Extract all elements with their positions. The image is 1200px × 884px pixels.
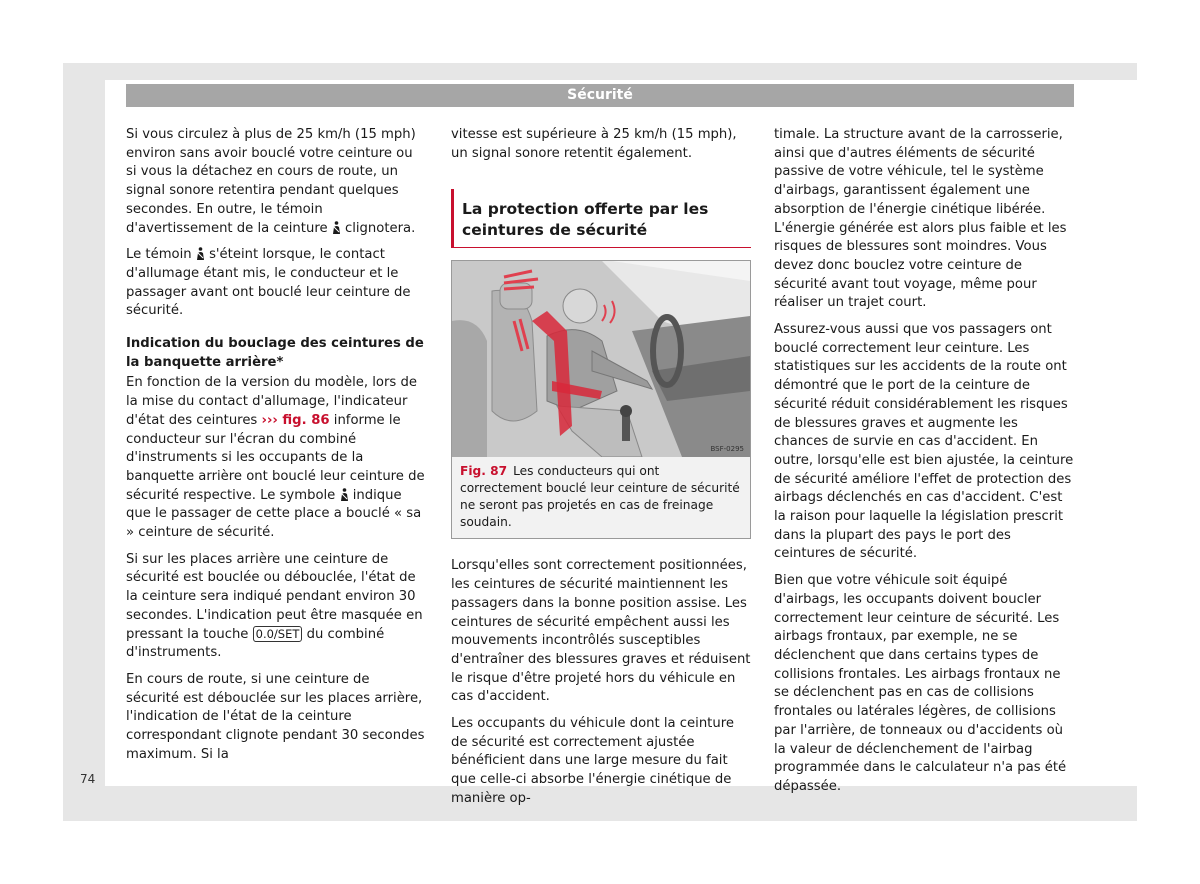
seatbelt-person-icon: [340, 488, 349, 501]
paragraph-continued: vitesse est supérieure à 25 km/h (15 mph), un signal sonore retentit également.: [451, 127, 737, 161]
column-3: [774, 126, 1074, 805]
paragraph-belt-position: Lorsqu'elles sont correctement positionnées, les ceintures de sécurité maintiennent les passagers dans la bonne position assise. Les ceintures de sécurité empêchent aussi les mouvements incontrôlés susceptibles d'entraîner des blessures graves et réduisent le risque d'être projeté hors du véhicule en cas d'accident.: [451, 558, 751, 705]
text: En fonction de la version du modèle, lors de la mise du contact d'allumage, l'indicateur d'état des ceintures: [126, 375, 417, 428]
paragraph-state-display: [126, 551, 426, 663]
figure-caption: [452, 457, 750, 538]
text: du combiné d'instruments.: [126, 626, 385, 661]
text: Si sur les places arrière une ceinture de sécurité est bouclée ou débouclée, l'état de la ceinture sera indiqué pendant environ 30 secondes. L'indication peut être masquée en pressant la touche: [126, 551, 423, 642]
page-number: 74: [80, 772, 96, 786]
subheading-rear-belts: Indication du bouclage des ceintures de la banquette arrière*: [126, 336, 424, 370]
caption-text: Les conducteurs qui ont correctement bouclé leur ceinture de sécurité ne seront pas projetés en cas de freinage soudain.: [460, 464, 740, 530]
text: Si vous circulez à plus de 25 km/h (15 mph) environ sans avoir bouclé votre ceinture ou si vous la détachez en cours de route, un signal sonore retentira pendant quelques secondes. En outre, le témoin d'avertissement de la ceinture: [126, 127, 416, 236]
text: clignotera.: [344, 220, 416, 236]
section-title: La protection offerte par les ceintures de sécurité: [451, 189, 751, 248]
paragraph-indicator-off: [126, 246, 426, 321]
set-key-symbol: 0.0/SET: [253, 626, 303, 642]
figure-code: BSF-0295: [710, 445, 744, 454]
text: informe le conducteur sur l'écran du combiné d'instruments si les occupants de la banquette arrière ont bouclé leur ceinture de sécurité respective. Le symbole: [126, 412, 425, 503]
figure-reference-link[interactable]: ››› fig. 86: [261, 412, 330, 428]
column-1: [126, 126, 426, 773]
paragraph-statistics: Assurez-vous aussi que vos passagers ont bouclé correctement leur ceinture. Les statistiques sur les accidents de la route ont démontré que le port de la ceinture de sécurité réduit considérablement les risques de blessures graves et augmente les chances de survie en cas d'accident. En outre, lorsqu'elle est bien ajustée, la ceinture de sécurité améliore l'effet de protection des airbags déclenchés en cas d'accident. C'est la raison pour laquelle la législation prescrit dans la plupart des pays le port des ceintures de sécurité.: [774, 322, 1074, 562]
text: indique que le passager de cette place a bouclé « sa » ceinture de sécurité.: [126, 487, 422, 541]
text: s'éteint lorsque, le contact d'allumage étant mis, le conducteur et le passager avant ont bouclé leur ceinture de sécurité.: [126, 247, 411, 319]
section-header: Sécurité: [126, 84, 1074, 107]
driver-illustration: [452, 261, 750, 457]
paragraph-airbags: Bien que votre véhicule soit équipé d'airbags, les occupants doivent boucler correctement leur ceinture de sécurité. Les airbags frontaux, par exemple, ne se déclenchent que dans certains types de collisions frontales. Les airbags frontaux ne se déclenchent pas en cas de collisions frontales ou latérales légères, de collisions par l'arrière, de tonneaux ou d'accidents où la valeur de déclenchement de l'airbag programmée dans le calculateur n'a pas été dépassée.: [774, 573, 1067, 794]
paragraph-energy-absorb: Les occupants du véhicule dont la ceinture de sécurité est correctement ajustée bénéficient dans une large mesure du fait que celle-ci absorbe l'énergie cinétique de manière op-: [451, 716, 734, 806]
text: Le témoin: [126, 247, 192, 263]
paragraph-structure: timale. La structure avant de la carrosserie, ainsi que d'autres éléments de sécurité passive de votre véhicule, tel le système d'airbags, garantissent également une absorption de l'énergie cinétique libérée. L'énergie générée est alors plus faible et les risques de blessures sont moindres. Vous devez donc bouclez votre ceinture de sécurité avant tout voyage, même pour réaliser un trajet court.: [774, 127, 1067, 311]
figure-87: [451, 260, 751, 539]
paragraph-rear-indicator: [126, 374, 426, 542]
figure-label: Fig. 87: [460, 464, 508, 479]
seatbelt-person-icon: [196, 247, 205, 260]
seatbelt-person-icon: [332, 221, 341, 234]
paragraph-warning-signal: [126, 126, 426, 238]
column-2: [451, 126, 751, 817]
paragraph-blinking: En cours de route, si une ceinture de sécurité est débouclée sur les places arrière, l'indication de l'état de la ceinture correspondant clignote pendant 30 secondes maximum. Si la: [126, 671, 425, 762]
